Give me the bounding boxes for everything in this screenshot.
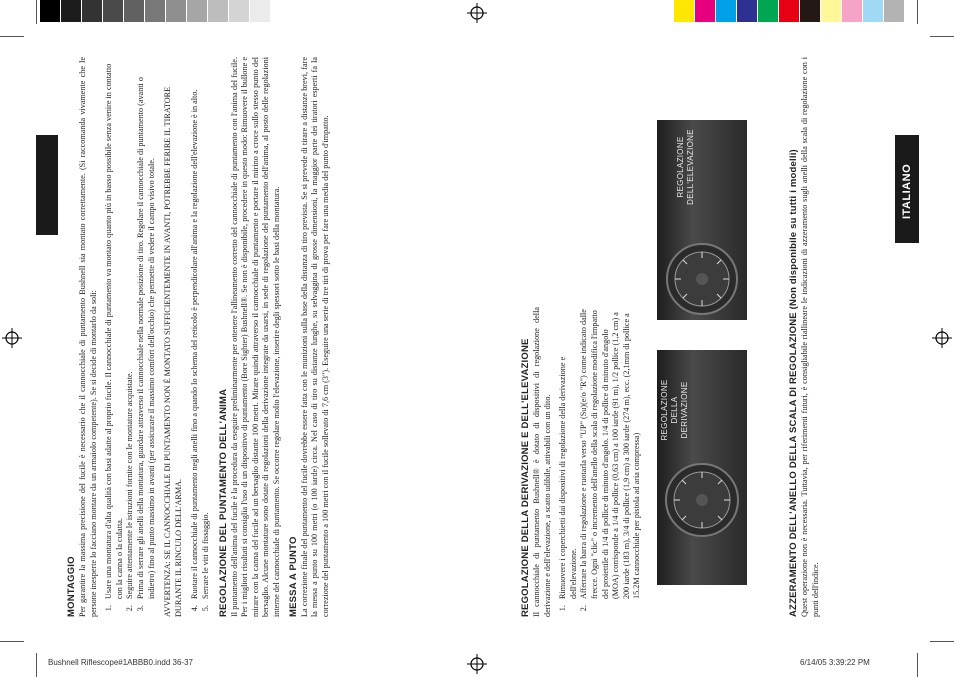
registration-mark-icon bbox=[467, 654, 487, 674]
color-swatch bbox=[695, 0, 716, 22]
right-page-bottom-text bbox=[788, 57, 826, 617]
grayscale-calibration-bar bbox=[40, 0, 271, 22]
gray-swatch bbox=[124, 0, 145, 22]
color-swatch bbox=[674, 0, 695, 22]
list-item: 1. Usare una montatura d'alta qualità con basi adatte al proprio fucile. Il cannocchiale di puntamento va montato quanto più in basso possibile senza venire in contatto con la canna o la culatta. bbox=[104, 57, 125, 603]
color-swatch bbox=[884, 0, 905, 22]
gray-swatch bbox=[61, 0, 82, 22]
azzeramento-body: Quest operazione non è necessaria. Tuttavia, per riferimenti futuri, è consigliabile riallineare le indicazioni di azzeramento sugli anelli della scala di regolazione con i punti dell'indice. bbox=[800, 57, 820, 617]
footer-filename: Bushnell Riflescope#1ABBB0.indd 36-37 bbox=[48, 658, 193, 667]
list-item: 2. Seguire attentamente le istruzioni fornite con le montature acquistate. bbox=[125, 57, 136, 603]
elevation-photo bbox=[657, 120, 747, 320]
elevation-knob-icon bbox=[662, 240, 742, 318]
footer-timestamp: 6/14/05 3:39:22 PM bbox=[800, 658, 870, 667]
color-swatch bbox=[821, 0, 842, 22]
montaggio-steps bbox=[104, 57, 157, 617]
color-swatch bbox=[716, 0, 737, 22]
gray-swatch bbox=[145, 0, 166, 22]
puntamento-body: Il puntamento dell'anima del fucile è la procedura da eseguire preliminarmente per ottenere l'allineamento corretto del cannocchiale di puntamento con l'anima del fucile. Per i migliori risultati si consiglia l'uso di un dispositivo di puntamento (Bore Sighter) Bushnell®. Se non è disponibile, procedere in questo modo: Rimuovere il bullone e mirare con la canna del fucile ad un bersaglio distante 100 metri. Mirare quindi attraverso il cannocchiale di puntamento e portare il mirino a croce sullo stesso punto del bersaglio. Alcune montature sono dotate di regolazioni della derivazione integrate da usarsi, in sede di regolazione del puntamento dell'anima, al posto delle regolazioni interne del cannocchiale di puntamento. Se occorre regolare molto l'elevazione, inserire degli spessori sotto le basi della montatura. bbox=[229, 57, 281, 617]
list-item: 3. Prima di serrare gli anelli della montatura, guardare attraverso il cannocchiale nella normale posizione di tiro. Regolare il cannocchiale di puntamento (avanti o indietro) fino al punto massimo in avanti (per assicurare il massimo comfort dell'occhio) che permette di vedere il campo visivo totale. bbox=[136, 57, 157, 603]
windage-knob-icon bbox=[662, 460, 742, 540]
left-page-text bbox=[66, 57, 336, 617]
montaggio-intro: Per garantire la massima precisione del fucile è necessario che il cannocchiale di puntamento Bushnell sia montato correttamente. (Si raccomanda vivamente che le persone inesperte lo facciano montare da un armaiolo competente). Se si decide di montarlo da soli: bbox=[78, 57, 98, 617]
montaggio-warning: AVVERTENZA: SE IL CANNOCCHIALE DI PUNTAMENTO NON È MONTATO SUFFICIENTEMENTE IN AVANTI, POTREBBE FERIRE IL TIRATORE DURANTE IL RINCULO DELL'ARMA. bbox=[163, 86, 183, 617]
elevation-photo-label: REGOLAZIONE DELL'ELEVAZIONE bbox=[676, 129, 695, 205]
registration-mark-icon bbox=[932, 328, 952, 348]
color-calibration-bar bbox=[674, 0, 905, 22]
list-item: 4. Ruotare il cannocchiale di puntamento negli anelli fino a quando lo schema del reticolo è perpendicolare all'anima e la regolazione dell'elevazione è in alto. bbox=[190, 57, 201, 603]
color-swatch bbox=[737, 0, 758, 22]
gray-swatch bbox=[250, 0, 271, 22]
crop-mark bbox=[36, 0, 37, 24]
section-title-puntamento: REGOLAZIONE DEL PUNTAMENTO DELL'ANIMA bbox=[217, 388, 229, 617]
color-swatch bbox=[758, 0, 779, 22]
crop-mark bbox=[36, 653, 37, 677]
crop-mark bbox=[930, 36, 954, 37]
gray-swatch bbox=[208, 0, 229, 22]
section-title-derivazione: REGOLAZIONE DELLA DERIVAZIONE E DELL'ELEVAZIONE bbox=[520, 338, 531, 617]
list-item: 1. Rimuovere i coperchietti dai dispositivi di regolazione della derivazione e dell'elevazione. bbox=[558, 307, 579, 603]
section-title-messa: MESSA A PUNTO bbox=[287, 536, 299, 617]
section-title-azzeramento: AZZERAMENTO DELL'ANELLO DELLA SCALA DI REGOLAZIONE (Non disponibile su tutti i modelli) bbox=[788, 149, 799, 617]
gray-swatch bbox=[229, 0, 250, 22]
right-page-text bbox=[520, 307, 649, 617]
language-tab-label: ITALIANO bbox=[901, 163, 913, 219]
section-title-montaggio: MONTAGGIO bbox=[66, 556, 77, 617]
color-swatch bbox=[842, 0, 863, 22]
list-item: 5. Serrare le viti di fissaggio. bbox=[201, 57, 212, 603]
gray-swatch bbox=[82, 0, 103, 22]
montaggio-steps-2 bbox=[190, 57, 211, 617]
crop-mark bbox=[917, 653, 918, 677]
list-item: 2. Afferrare la barra di regolazione e ruotarla verso "UP" (Su)(e/o "R") come indicato dalle frecce. Ogni "clic" o incremento dell'anello della scala di regolazione modifica l'impatto del proiettile di 1/4 di pollice di minuto d'angolo. 1/4 di pollice di minuto d'angolo (MOA) corrisponde a 1/4 di pollice (0,63 cm) a 100 iarde (91 m), 1/2 pollice (1,2 cm) a 200 iarde (183 m), 3/4 di pollice (1,9 cm) a 300 iarde (274 m), ecc. (2,1mm di pollice a 15.2M cannocchiale per pistola ad aria compressa) bbox=[579, 307, 643, 603]
color-swatch bbox=[800, 0, 821, 22]
gray-swatch bbox=[166, 0, 187, 22]
gray-swatch bbox=[103, 0, 124, 22]
color-swatch bbox=[863, 0, 884, 22]
registration-mark-icon bbox=[2, 328, 22, 348]
gray-swatch bbox=[187, 0, 208, 22]
messa-body: La correzione finale del puntamento del fucile dovrebbe essere fatta con le munizioni sulla base della distanza di tiro prevista. Se si prevede di tirare a distanze brevi, fare la messa a punto su 100 metri (o 100 iarde) circa. Nel caso di tiro su distanze lunghe, su selvaggina di grosse dimensioni, la maggior parte dei tiratori esperti fa la correzione del puntamento a 100 metri con il fucile sollevato di 7,6 cm (3"). Eseguire una serie di tre tiri di prova per fare una media del punto d'impatto. bbox=[299, 57, 330, 617]
gray-swatch bbox=[40, 0, 61, 22]
crop-mark bbox=[930, 641, 954, 642]
derivazione-steps bbox=[558, 307, 643, 617]
derivazione-intro: Il cannocchiale di puntamento Bushnell® è dotato di dispositivi di regolazione della derivazione e dell'elevazione, a scatto udibile, attivabili con un dito. bbox=[532, 307, 552, 617]
windage-photo-label: REGOLAZIONE DELLA DERIVAZIONE bbox=[660, 379, 689, 441]
registration-mark-icon bbox=[467, 3, 487, 23]
left-edge-tab bbox=[36, 135, 58, 235]
crop-mark bbox=[0, 641, 24, 642]
crop-mark bbox=[0, 36, 24, 37]
crop-mark bbox=[917, 0, 918, 24]
color-swatch bbox=[779, 0, 800, 22]
